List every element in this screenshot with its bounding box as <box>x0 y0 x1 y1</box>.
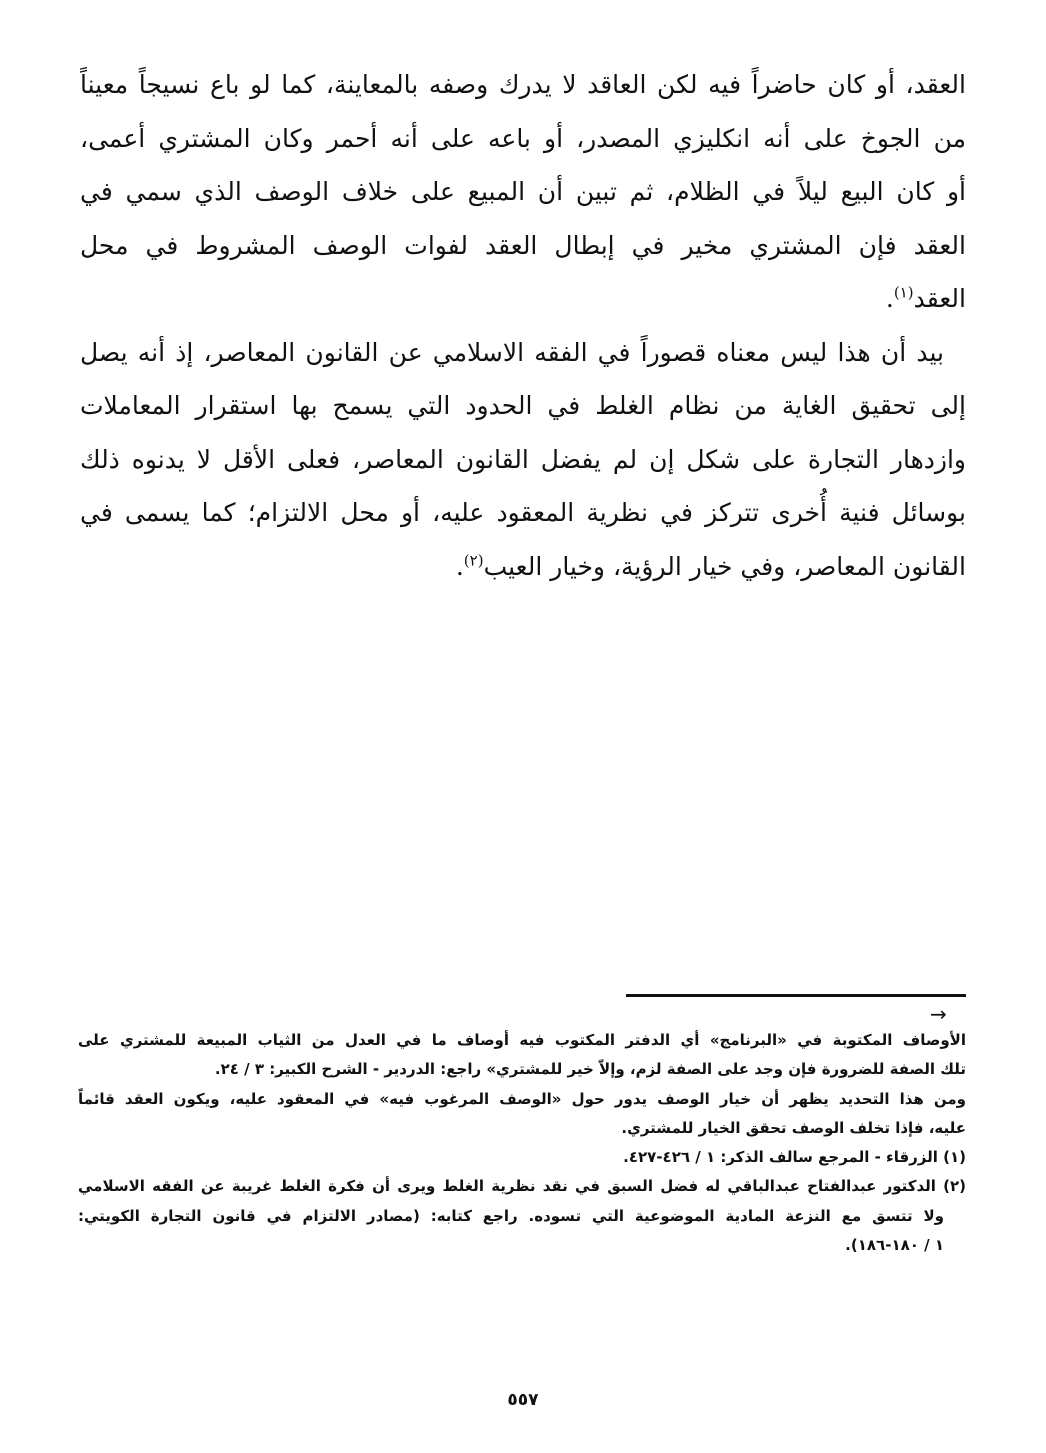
continuation-arrow-icon: → <box>930 1002 947 1026</box>
footnote-continued-line4: عليه، فإذا تخلف الوصف تحقق الخيار للمشتري. <box>621 1118 966 1137</box>
paragraph2-line5-text: القانون المعاصر، وفي خيار الرؤية، وخيار العيب <box>483 551 966 581</box>
footnote-separator <box>626 994 966 997</box>
footnotes <box>78 1026 966 1260</box>
footnote-continued-line3: ومن هذا التحديد يظهر أن خيار الوصف يدور حول «الوصف المرغوب فيه» في المعقود عليه، ويكون العقد قائماً <box>78 1089 966 1108</box>
paragraph2-line5-end: . <box>455 551 464 581</box>
footnote-ref-2[interactable]: (٢) <box>463 551 484 570</box>
footnote-continued-line2: تلك الصفة للضرورة فإن وجد على الصفة لزم، وإلاّ خير للمشتري» راجع: الدردير - الشرح الكبير: ٣ / ٢٤. <box>214 1060 966 1079</box>
paragraph2-line4: بوسائل فنية أُخرى تتركز في نظرية المعقود عليه، أو محل الالتزام؛ كما يسمى في <box>80 498 966 527</box>
paragraph2-line2: إلى تحقيق الغاية من نظام الغلط في الحدود التي يسمح بها استقرار المعاملات <box>80 391 966 420</box>
footnote-continued-line1: الأوصاف المكتوبة في «البرنامج» أي الدفتر المكتوب فيه أوصاف ما في العدل من الثياب المبيعة للمشتري على <box>78 1031 966 1049</box>
main-text <box>80 58 966 593</box>
page-number: ٥٥٧ <box>507 1390 539 1410</box>
paragraph1-line5 <box>80 272 966 326</box>
paragraph2-line3: وازدهار التجارة على شكل إن لم يفضل القانون المعاصر، فعلى الأقل لا يدنوه ذلك <box>80 444 966 474</box>
footnote-ref-1[interactable]: (١) <box>893 283 914 302</box>
paragraph1-line5-text: العقد <box>913 284 966 313</box>
paragraph1-line2: من الجوخ على أنه انكليزي المصدر، أو باعه على أنه أحمر وكان المشتري أعمى، <box>80 123 966 153</box>
footnote-1: (١) الزرقاء - المرجع سالف الذكر: ١ / ٤٢٦-٤٢٧. <box>623 1148 966 1167</box>
paragraph1-line3: أو كان البيع ليلاً في الظلام، ثم تبين أن المبيع على خلاف الوصف الذي سمي في <box>80 177 966 206</box>
paragraph2-line5 <box>80 540 966 594</box>
paragraph1-line5-end: . <box>885 284 894 313</box>
paragraph1-line1: العقد، أو كان حاضراً فيه لكن العاقد لا يدرك وصفه بالمعاينة، كما لو باع نسيجاً معيناً <box>80 70 966 99</box>
footnote-2-line2: ولا تتسق مع النزعة المادية الموضوعية التي تسوده. راجع كتابه: (مصادر الالتزام في قانون التجارة الكويتي: <box>78 1206 944 1225</box>
footnote-2-line1: (٢) الدكتور عبدالفتاح عبدالباقي له فضل السبق في نقد نظرية الغلط ويرى أن فكرة الغلط غريبة عن الفقه الاسلامي <box>78 1177 966 1196</box>
paragraph1-line4: العقد فإن المشتري مخير في إبطال العقد لفوات الوصف المشروط في محل <box>80 230 966 260</box>
footnote-2-line3: ١ / ١٨٠-١٨٦). <box>845 1236 944 1255</box>
paragraph2-line1: بيد أن هذا ليس معناه قصوراً في الفقه الاسلامي عن القانون المعاصر، إذ أنه يصل <box>80 337 944 367</box>
